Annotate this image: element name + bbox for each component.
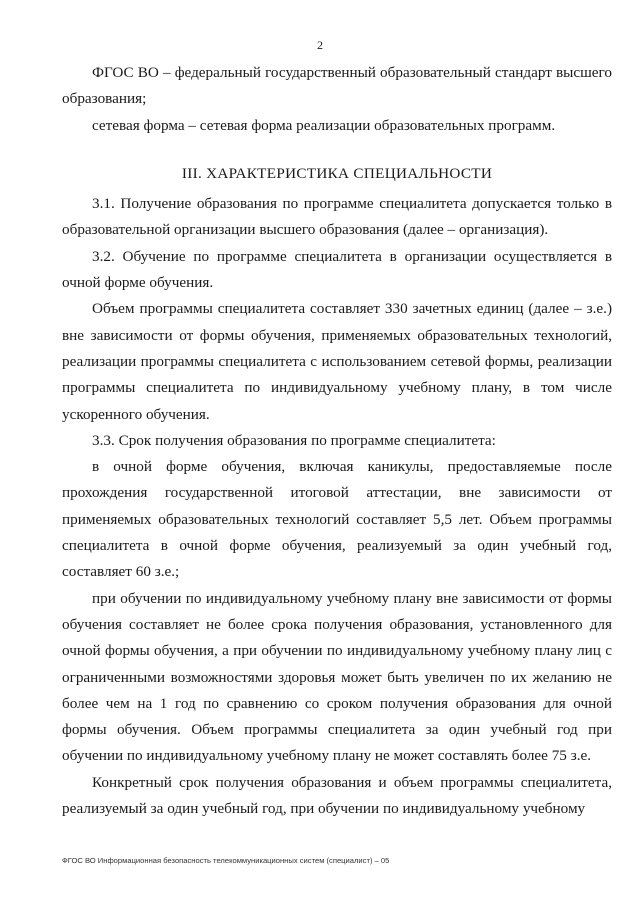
- section-heading: III. ХАРАКТЕРИСТИКА СПЕЦИАЛЬНОСТИ: [181, 164, 493, 182]
- paragraph-full-time: в очной форме обучения, включая каникулы, предоставляемые после прохождения государственной итоговой аттестации, вне зависимости от применяемых образовательных технологий составляет 5,5 лет. Объем программы специалитета в очной форме обучения, реализуемый за один учебный год, составляет 60 з.е.;: [62, 458, 612, 581]
- paragraph-specific-term: Конкретный срок получения образования и объем программы специалитета, реализуемый за один учебный год, при обучении по индивидуальному учебному: [62, 773, 612, 818]
- document-footer: ФГОС ВО Информационная безопасность телекоммуникационных систем (специалист) – 05: [62, 856, 390, 865]
- definition-network-form: сетевая форма – сетевая форма реализации образовательных программ.: [92, 116, 556, 134]
- paragraph-program-volume: Объем программы специалитета составляет 330 зачетных единиц (далее – з.е.) вне зависимости от формы обучения, применяемых образовательных технологий, реализации программы специалитета с использованием сетевой формы, реализации программы специалитета по индивидуальному учебному плану, в том числе ускоренного обучения.: [62, 300, 612, 423]
- page-number: 2: [317, 38, 323, 52]
- paragraph-individual-plan: при обучении по индивидуальному учебному плану вне зависимости от формы обучения составляет не более срока получения образования, установленного для очной формы обучения, а при обучении по индивидуальному учебному плану лиц с ограниченными возможностями здоровья может быть увеличен по их желанию не более чем на 1 год по сравнению со сроком получения образования для очной формы обучения. Объем программы специалитета за один учебный год при обучении по индивидуальному учебному плану не может составлять более 75 з.е.: [62, 589, 612, 765]
- paragraph-3-2: 3.2. Обучение по программе специалитета в организации осуществляется в очной форме обучения.: [62, 247, 612, 292]
- paragraph-3-3: 3.3. Срок получения образования по программе специалитета:: [92, 431, 496, 449]
- page-content: [62, 60, 612, 822]
- definition-fgos: ФГОС ВО – федеральный государственный образовательный стандарт высшего образования;: [62, 64, 612, 108]
- paragraph-3-1: 3.1. Получение образования по программе специалитета допускается только в образовательной организации высшего образования (далее – организация).: [62, 195, 612, 239]
